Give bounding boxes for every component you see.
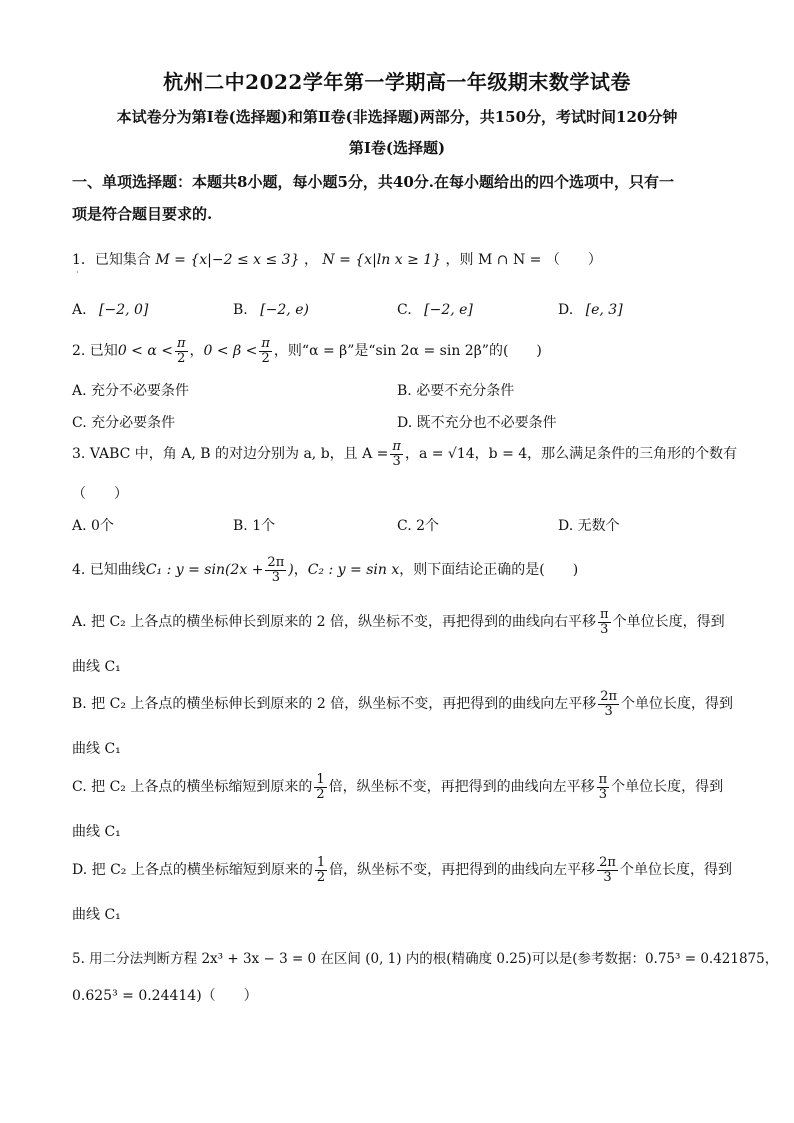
exam-subtitle: 本试卷分为第Ⅰ卷(选择题)和第Ⅱ卷(非选择题)两部分，共150分，考试时间120分钟	[116, 108, 678, 126]
question-2: 2. 已知0 < α < $\frac{\pi}{2}$ ，0 < β < $\frac{\pi}{2}$ ，则“α = β”是“sin 2α = sin 2β”的( )	[72, 336, 542, 366]
q3-option-d: D. 无数个	[558, 518, 620, 534]
q3-option-c: C. 2个	[397, 518, 440, 534]
q2-option-a: A. 充分不必要条件	[72, 383, 190, 399]
q4-option-d-curve: 曲线 C₁	[72, 907, 121, 923]
q1-option-d: D. [e, 3]	[558, 302, 623, 318]
exam-title: 杭州二中2022学年第一学期高一年级期末数学试卷	[163, 70, 631, 94]
q1-set-N: N = {x|ln x ≥ 1}	[322, 252, 442, 268]
q4-option-c-curve: 曲线 C₁	[72, 824, 121, 840]
question-4: 4. 已知曲线C₁ : y = sin(2x + $\frac{2\pi}{3}$ )，C₂ : y = sin x，则下面结论正确的是( )	[72, 555, 579, 585]
q2-option-c: C. 充分必要条件	[72, 415, 176, 431]
section-heading-line2: 项是符合题目要求的.	[72, 205, 213, 223]
q4-option-b: B. 把 C₂ 上各点的横坐标伸长到原来的 2 倍，纵坐标不变，再把得到的曲线向左平移 $\frac{2\pi}{3}$ 个单位长度，得到	[72, 689, 734, 719]
q4-option-d: D. 把 C₂ 上各点的横坐标缩短到原来的 $\frac{1}{2}$ 倍，纵坐标不变，再把得到的曲线向左平移 $\frac{2\pi}{3}$ 个单位长度，得到	[72, 855, 732, 885]
q4-frac: $\frac{2\pi}{3}$	[267, 555, 285, 585]
q3-answer-paren: （ ）	[72, 486, 128, 502]
q2-option-b: B. 必要不充分条件	[397, 383, 515, 399]
q1-set-M: M = {x|−2 ≤ x ≤ 3}	[155, 252, 300, 268]
q3-option-a: A. 0个	[72, 518, 114, 534]
q4-option-a-curve: 曲线 C₁	[72, 659, 121, 675]
part-heading: 第Ⅰ卷(选择题)	[348, 139, 446, 157]
question-5-line2: 0.625³ = 0.24414)（ ）	[72, 988, 258, 1004]
q4-option-b-curve: 曲线 C₁	[72, 741, 121, 757]
q1-option-a: A. [−2, 0]	[72, 302, 149, 318]
question-1	[72, 249, 602, 269]
q1-mark: ·	[76, 268, 79, 277]
q1-suffix: ，则 M ∩ N = （ ）	[445, 252, 602, 268]
q3-frac: $\frac{\pi}{3}$	[392, 439, 401, 469]
q2-frac-2: $\frac{\pi}{2}$	[261, 336, 270, 366]
q3-option-b: B. 1个	[233, 518, 276, 534]
q1-prefix: 1．已知集合	[72, 252, 151, 268]
question-3: 3. VABC 中，角 A, B 的对边分别为 a, b，且 A = $\frac{\pi}{3}$ ，a = √14，b = 4，那么满足条件的三角形的个数有	[72, 439, 738, 469]
q4-option-c: C. 把 C₂ 上各点的横坐标缩短到原来的 $\frac{1}{2}$ 倍，纵坐标不变，再把得到的曲线向左平移 $\frac{\pi}{3}$ 个单位长度，得到	[72, 772, 724, 802]
q1-option-c: C. [−2, e]	[397, 302, 473, 318]
q2-frac-1: $\frac{\pi}{2}$	[177, 336, 186, 366]
q2-option-d: D. 既不充分也不必要条件	[397, 415, 557, 431]
q1-option-b: B. [−2, e)	[233, 302, 309, 318]
section-heading-line1: 一、单项选择题：本题共8小题，每小题5分，共40分.在每小题给出的四个选项中，只有一	[72, 173, 674, 191]
q4-option-a: A. 把 C₂ 上各点的横坐标伸长到原来的 2 倍，纵坐标不变，再把得到的曲线向右平移 $\frac{\pi}{3}$ 个单位长度，得到	[72, 607, 725, 637]
q1-sep: ，	[303, 252, 318, 268]
question-5-line1: 5. 用二分法判断方程 2x³ + 3x − 3 = 0 在区间 (0, 1) 内的根(精确度 0.25)可以是(参考数据：0.75³ = 0.421875，	[72, 951, 779, 967]
